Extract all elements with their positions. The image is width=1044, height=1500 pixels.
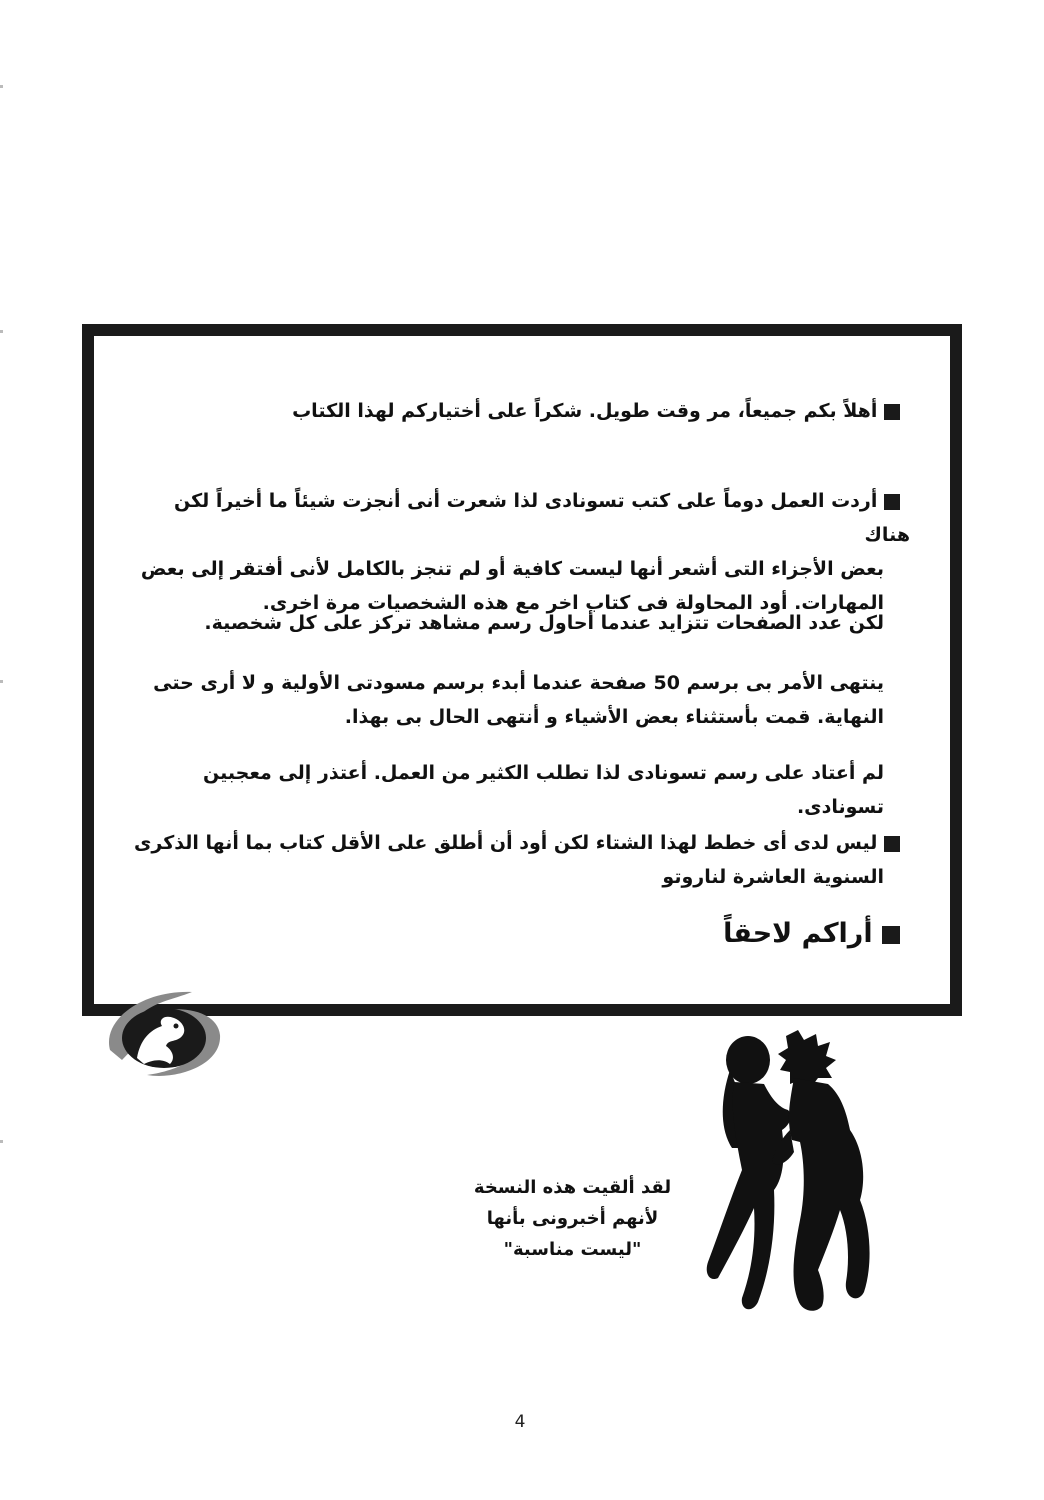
scan-mark bbox=[0, 85, 3, 88]
bullet-square-icon bbox=[884, 494, 900, 510]
drafts-line-2: النهاية. قمت بأستثناء بعض الأشياء و أنتهى الحال بى بهذا. bbox=[344, 706, 884, 728]
work-line-2: بعض الأجزاء التى أشعر أنها ليست كافية أو لم تنجز بالكامل لأنى أفتقر إلى بعض bbox=[140, 558, 884, 580]
caption-line-3: "ليست مناسبة" bbox=[503, 1239, 642, 1260]
closing-text: أراكم لاحقاً bbox=[723, 918, 873, 949]
couple-silhouette bbox=[690, 1030, 900, 1330]
work-line-1: أردت العمل دوماً على كتب تسونادى لذا شعرت أنى أنجزت شيئاً ما أخيراً لكن هناك bbox=[174, 490, 910, 546]
winter-paragraph bbox=[122, 826, 910, 894]
pages-line: لكن عدد الصفحات تتزايد عندما أحاول رسم مشاهد تركز على كل شخصية. bbox=[204, 612, 884, 634]
winter-line-1: ليس لدى أى خطط لهذا الشتاء لكن أود أن أطلق على الأقل كتاب بما أنها الذكرى bbox=[134, 832, 878, 854]
caption-line-1: لقد ألقيت هذه النسخة bbox=[473, 1177, 672, 1198]
scan-mark bbox=[0, 330, 3, 333]
winter-line-2: السنوية العاشرة لناروتو bbox=[662, 866, 884, 888]
afterword-text bbox=[122, 336, 910, 1004]
silhouette-caption bbox=[460, 1172, 685, 1265]
afterword-box bbox=[82, 324, 962, 1016]
bullet-square-icon bbox=[884, 404, 900, 420]
intro-line: أهلاً بكم جميعاً، مر وقت طويل. شكراً على أختياركم لهذا الكتاب bbox=[292, 400, 878, 422]
apology-line: لم أعتاد على رسم تسونادى لذا تطلب الكثير من العمل. أعتذر إلى معجبين تسونادى. bbox=[203, 762, 884, 818]
dragon-logo-icon bbox=[92, 980, 232, 1090]
bullet-square-icon bbox=[884, 836, 900, 852]
work-line-3: المهارات. أود المحاولة فى كتاب اخر مع هذه الشخصيات مرة اخرى. bbox=[262, 592, 884, 614]
caption-line-2: لأنهم أخبرونى بأنها bbox=[486, 1208, 659, 1229]
scan-mark bbox=[0, 1140, 3, 1143]
closing-paragraph bbox=[122, 914, 910, 954]
intro-paragraph bbox=[122, 394, 910, 428]
work-paragraph bbox=[122, 484, 910, 620]
pages-paragraph bbox=[122, 606, 910, 640]
drafts-line-1: ينتهى الأمر بى برسم 50 صفحة عندما أبدء برسم مسودتى الأولية و لا أرى حتى bbox=[153, 672, 884, 694]
page-number: 4 bbox=[514, 1412, 526, 1432]
apology-paragraph bbox=[122, 756, 910, 824]
scan-mark bbox=[0, 680, 3, 683]
bullet-square-icon bbox=[882, 926, 900, 944]
drafts-paragraph bbox=[122, 666, 910, 734]
